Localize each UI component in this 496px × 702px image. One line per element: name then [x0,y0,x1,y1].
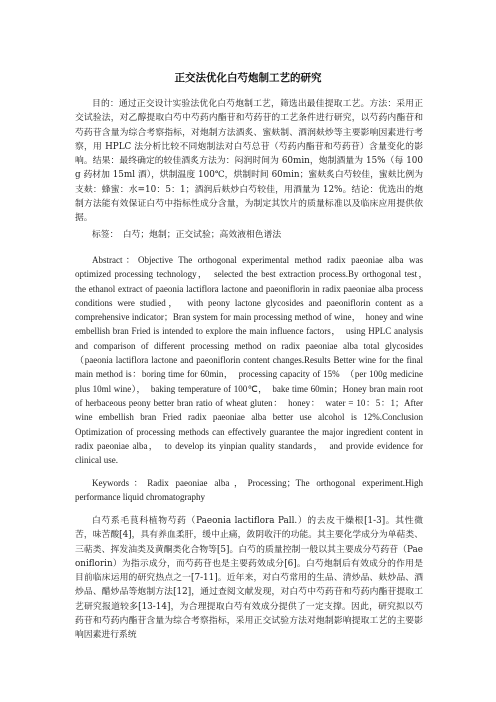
paper-title: 正交法优化白芍炮制工艺的研究 [174,72,322,84]
english-abstract: Abstract：Objective The orthogonal experimental method radix paeoniae alba was optimized processing technology， selected the best extraction process.By orthogonal test， the ethanol extract of paeonia lactiflora lactone and paeoniflorin in radix paeoniae alba process conditions were studied， with peony lactone glycosides and paeoniflorin content as a comprehensive indicator；Bran system for main processing method of wine， honey and wine embellish bran Fried is intended to explore the main influence factors， using HPLC analysis and comparison of different processing method on radix paeoniae alba total glycosides （paeonia lactiflora lactone and paeoniflorin content changes.Results Better wine for the final main method is：boring time for 60min， processing capacity of 15% （per 100g medicine plus 10ml wine）， baking temperature of 100℃， bake time 60min；Honey bran main root of herbaceous peony better bran ratio of wheat gluten： honey： water = 10：5：1；After wine embellish bran Fried radix paeoniae alba better use alcohol is 12%.Conclusion Optimization of processing methods can effectively guarantee the major ingredient content in radix paeoniae alba， to develop its yinpian quality standards， and provide evidence for clinical use. [75,255,433,466]
body-paragraph: 白芍系毛茛科植物芍药（Paeonia lactiflora Pall.）的去皮干燥根[1-3]。其性微苦，味苦酸[4]，具有养血柔肝，缓中止痛，敛阴收汗的功能。其主要化学成分为单萜类、三萜类、挥发油类及黄酮类化合物等[5]。白芍的质量控制一般以其主要成分芍药苷（Paeoniflorin）为指示成分，而芍药苷也是主要药效成分[6]。白芍炮制后有效成分的作用是目前临床运用的研究热点之一[7-11]。近年来，对白芍常用的生品、清炒品、麸炒品、酒炒品、醋炒品等炮制方法[12]，通过查阅文献发现，对白芍中芍药苷和芍药内酯苷提取工艺研究报道较多[13-14]，为合理提取白芍有效成分提供了一定支撑。因此，研究拟以芍药苷和芍药内酯苷含量为综合考察指标，采用正交试验方法对炮制影响提取工艺的主要影响因素进行系统 [75,516,423,641]
chinese-keywords: 标签： 白芍；炮制；正交试验；高效液相色谱法 [92,230,282,240]
chinese-abstract: 目的：通过正交设计实验法优化白芍炮制工艺，筛选出最佳提取工艺。方法：采用正交试验法，对乙醇提取白芍中芍药内酯苷和芍药苷的工艺条件进行研究，以芍药内酯苷和芍药苷含量为综合考察指标，对炮制方法酒炙、蜜麸制、酒润麸炒等主要影响因素进行考察，用 HPLC 法分析比较不同炮制法对白芍总苷（芍药内酯苷和芍药苷）含量变化的影响。结果：最终确定的较佳酒炙方法为：闷润时间为 60min，炮制酒量为 15%（每 100g 药材加 15ml 酒），烘制温度 100℃，烘制时间 60min；蜜麸炙白芍较佳，蜜麸比例为支麸：蜂蜜：水=10：5：1；酒润后麸炒白芍较佳，用酒量为 12%。结论：优选出的炮制方法能有效保证白芍中指标性成分含量，为制定其饮片的质量标准以及临床应用提供依据。 [75,99,423,224]
english-keywords: Keywords：Radix paeoniae alba，Processing；The orthogonal experiment.High performance liquid chromatography [75,478,423,503]
